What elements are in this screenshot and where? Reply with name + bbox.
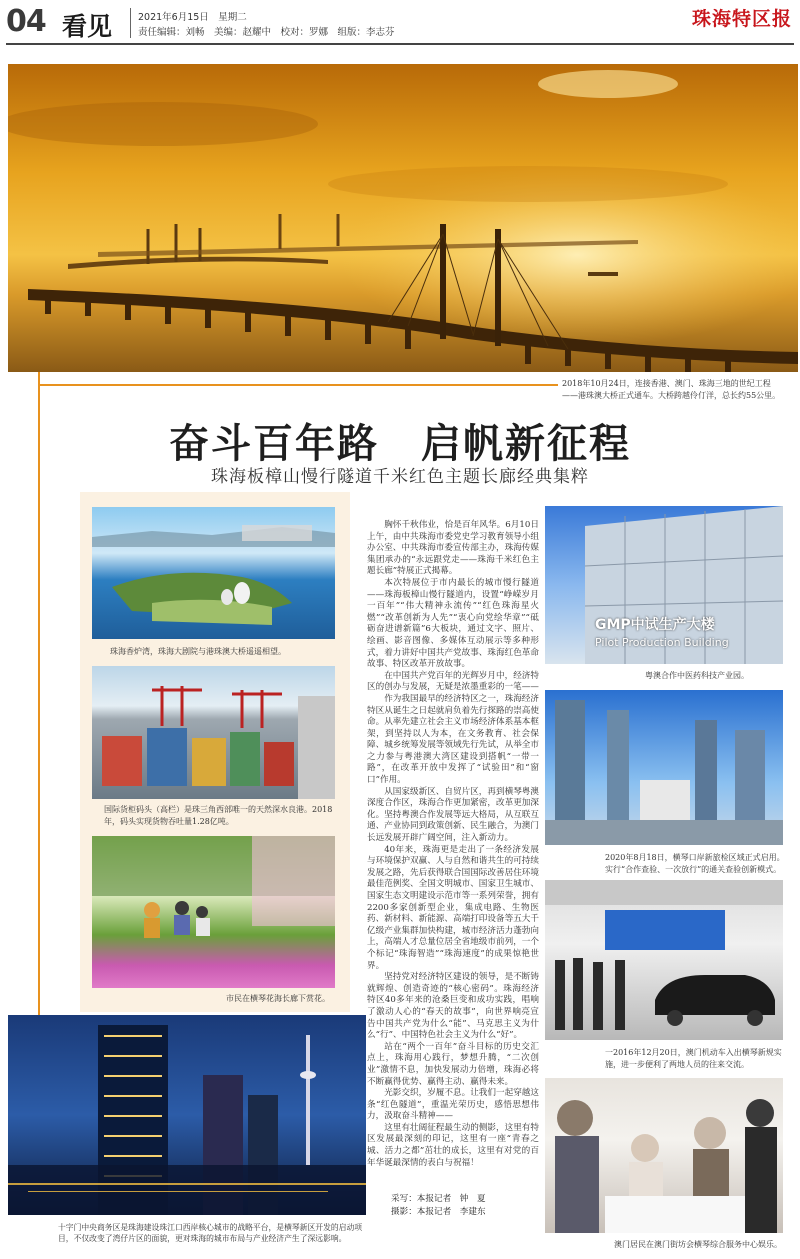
- photo5-caption: 2020年8月18日，横琴口岸新旅检区域正式启用。实行“合作查验、一次放行”的通关查验创新模式。: [605, 853, 785, 874]
- paragraph: 光影交织，岁履不息。让我们一起穿越这条“红色隧道”，重温光荣历史，感悟思想伟力，汲取奋斗精神——: [367, 1088, 539, 1122]
- section-title: 看见: [62, 12, 113, 41]
- port-illustration: [92, 666, 335, 799]
- photo-vehicle-ceremony: [545, 880, 783, 1040]
- photo7-caption: 澳门居民在澳门街坊会横琴综合服务中心娱乐。: [614, 1240, 782, 1249]
- recreation-illustration: [545, 1078, 783, 1233]
- header-divider: [130, 8, 131, 38]
- paragraph: 坚持党对经济特区建设的领导，是不断铸就辉煌、创造奇迹的“核心密码”。珠海经济特区40多年来的沧桑巨变和成功实践，唱响了激动人心的“春天的故事”，向世界响亮宣告中国共产党为什么“能”、马克思主义为什么“行”、中国特色社会主义为什么“好”。: [367, 972, 539, 1041]
- article-body: [367, 520, 539, 1169]
- photo4-caption: 粤澳合作中医药科技产业园。: [645, 671, 749, 680]
- photo-flower-corridor: [92, 836, 335, 988]
- photo-hengqin-port: [545, 690, 783, 845]
- accent-line-horizontal: [38, 384, 558, 386]
- photo1-caption: 珠海香炉湾，珠海大剧院与港珠澳大桥遥遥相望。: [110, 647, 286, 656]
- paragraph: 站在“两个一百年”奋斗目标的历史交汇点上，珠海用心践行，梦想升腾，“二次创业”激情不息，加快发展动力倍增，珠海必将不断赢得优势、赢得主动、赢得未来。: [367, 1041, 539, 1087]
- gmp-sign-en: Pilot Production Building: [595, 636, 729, 649]
- photo2-caption: 国际货柜码头（高栏）是珠三角西部唯一的天然深水良港。2018年，码头实现货物吞吐量1.28亿吨。: [104, 805, 333, 826]
- paragraph: 本次特展位于市内最长的城市慢行隧道——珠海板樟山慢行隧道内，设置“峥嵘岁月一百年”“伟大精神永流传”“红色珠海星火燃”“改革创新为人先”“衷心向党绘华章”“砥砺奋进谱新篇”6大板块，通过文字、照片、绘画、影音图像、多媒体互动展示等多种形式，着力讲好中国共产党故事、珠海红色革命故事、特区改革开放故事。: [367, 577, 539, 670]
- bay-illustration: [92, 507, 335, 639]
- article-subtitle: 珠海板樟山慢行隧道千米红色主题长廊经典集粹: [211, 467, 589, 487]
- photo-gmp-building: [545, 506, 783, 664]
- photographer-credit: 摄影：本报记者 李建东: [391, 1207, 486, 1217]
- paragraph: 胸怀千秋伟业，恰是百年风华。6月10日上午，由中共珠海市委党史学习教育领导小组办公室、中共珠海市委宣传部主办，珠海传媒集团承办的“永远跟党走——珠海千米红色主题长廊”特展正式揭幕。: [367, 520, 539, 577]
- photo-elderly-recreation: [545, 1078, 783, 1233]
- newspaper-logo: 珠海特区报: [691, 8, 792, 30]
- photo3-caption: 市民在横琴花海长廊下赏花。: [226, 994, 330, 1003]
- writer-credit: 采写：本报记者 钟 夏: [391, 1194, 486, 1204]
- article-credits: [391, 1193, 541, 1219]
- flower-illustration: [92, 836, 335, 988]
- bridge-illustration: [8, 64, 798, 372]
- paragraph: 从国家级新区、自贸片区，再到横琴粤澳深度合作区，珠海合作更加紧密，改革更加深化。坚持粤澳合作发展等远大格局，从互联互通、产业协同到政策创新、民生融合，为澳门长远发展开辟广阔空间，注入新动力。: [367, 786, 539, 844]
- port-towers-illustration: [545, 690, 783, 845]
- photo-cbd-night: [8, 1015, 366, 1215]
- page-number: 04: [6, 4, 46, 39]
- hero-caption: 2018年10月24日，连接香港、澳门、珠海三地的世纪工程——港珠澳大桥正式通车。大桥跨越伶仃洋，总长约55公里。: [562, 379, 781, 400]
- paragraph: 在中国共产党百年的光辉岁月中，经济特区的创办与发展，无疑是浓墨重彩的一笔——: [367, 670, 539, 693]
- hero-bridge-photo: [8, 64, 798, 372]
- article-title: 奋斗百年路 启帆新征程: [169, 420, 631, 467]
- photo-zhuhai-bay: [92, 507, 335, 639]
- paragraph: 40年来，珠海更是走出了一条经济发展与环境保护双赢、人与自然和谐共生的可持续发展之路，先后获得联合国国际改善居住环境最佳范例奖、全国文明城市、国家卫生城市、国家生态文明建设示范市等一系列荣誉，拥有2200多家创新型企业，集成电路、生物医药、新材料、新能源、高端打印设备等五大千亿级产业集群加快构建，城市经济活力蓬勃向上，高端人才总量位居全省地级市前列，一个个标记“珠海智造”“珠海速度”的成果惊艳世界。: [367, 844, 539, 971]
- macau-caption: 十字门中央商务区是珠海建设珠江口西岸核心城市的战略平台，是横琴新区开发的启动项目，不仅改变了湾仔片区的面貌，更对珠海的城市布局与产业经济产生了深远影响。: [58, 1223, 363, 1243]
- cbd-illustration: [8, 1015, 366, 1215]
- photo6-caption: 一2016年12月20日，澳门机动车入出横琴新规实施，进一步便利了两地人员的往来交流。: [605, 1048, 782, 1069]
- paragraph: 这里有壮阔征程最生动的侧影，这里有特区发展最深刻的印记，这里有一座“青春之城、活力之都”茁壮的成长，这里有对党的百年华诞最深情的表白与祝福！: [367, 1122, 539, 1168]
- photo-container-port: [92, 666, 335, 799]
- gmp-sign: GMP中试生产大楼: [595, 617, 715, 633]
- paragraph: 作为我国最早的经济特区之一，珠海经济特区从诞生之日起就肩负着先行探路的崇高使命。从率先建立社会主义市场经济体系基本框架，到坚持以人为本，在文务教育、社会保障、城乡统筹发展等领域先行先试，从举全市之力参与粤港澳大湾区建设到搭帆“一带一路”，在改革开放中发挥了“试验田”和“窗口”作用。: [367, 693, 539, 786]
- issue-date: 2021年6月15日 星期二: [138, 12, 247, 23]
- header-rule: [6, 43, 794, 45]
- ceremony-illustration: [545, 880, 783, 1040]
- editor-credits: 责任编辑：刘畅 美编：赵耀中 校对：罗娜 组版：李志芬: [138, 27, 395, 38]
